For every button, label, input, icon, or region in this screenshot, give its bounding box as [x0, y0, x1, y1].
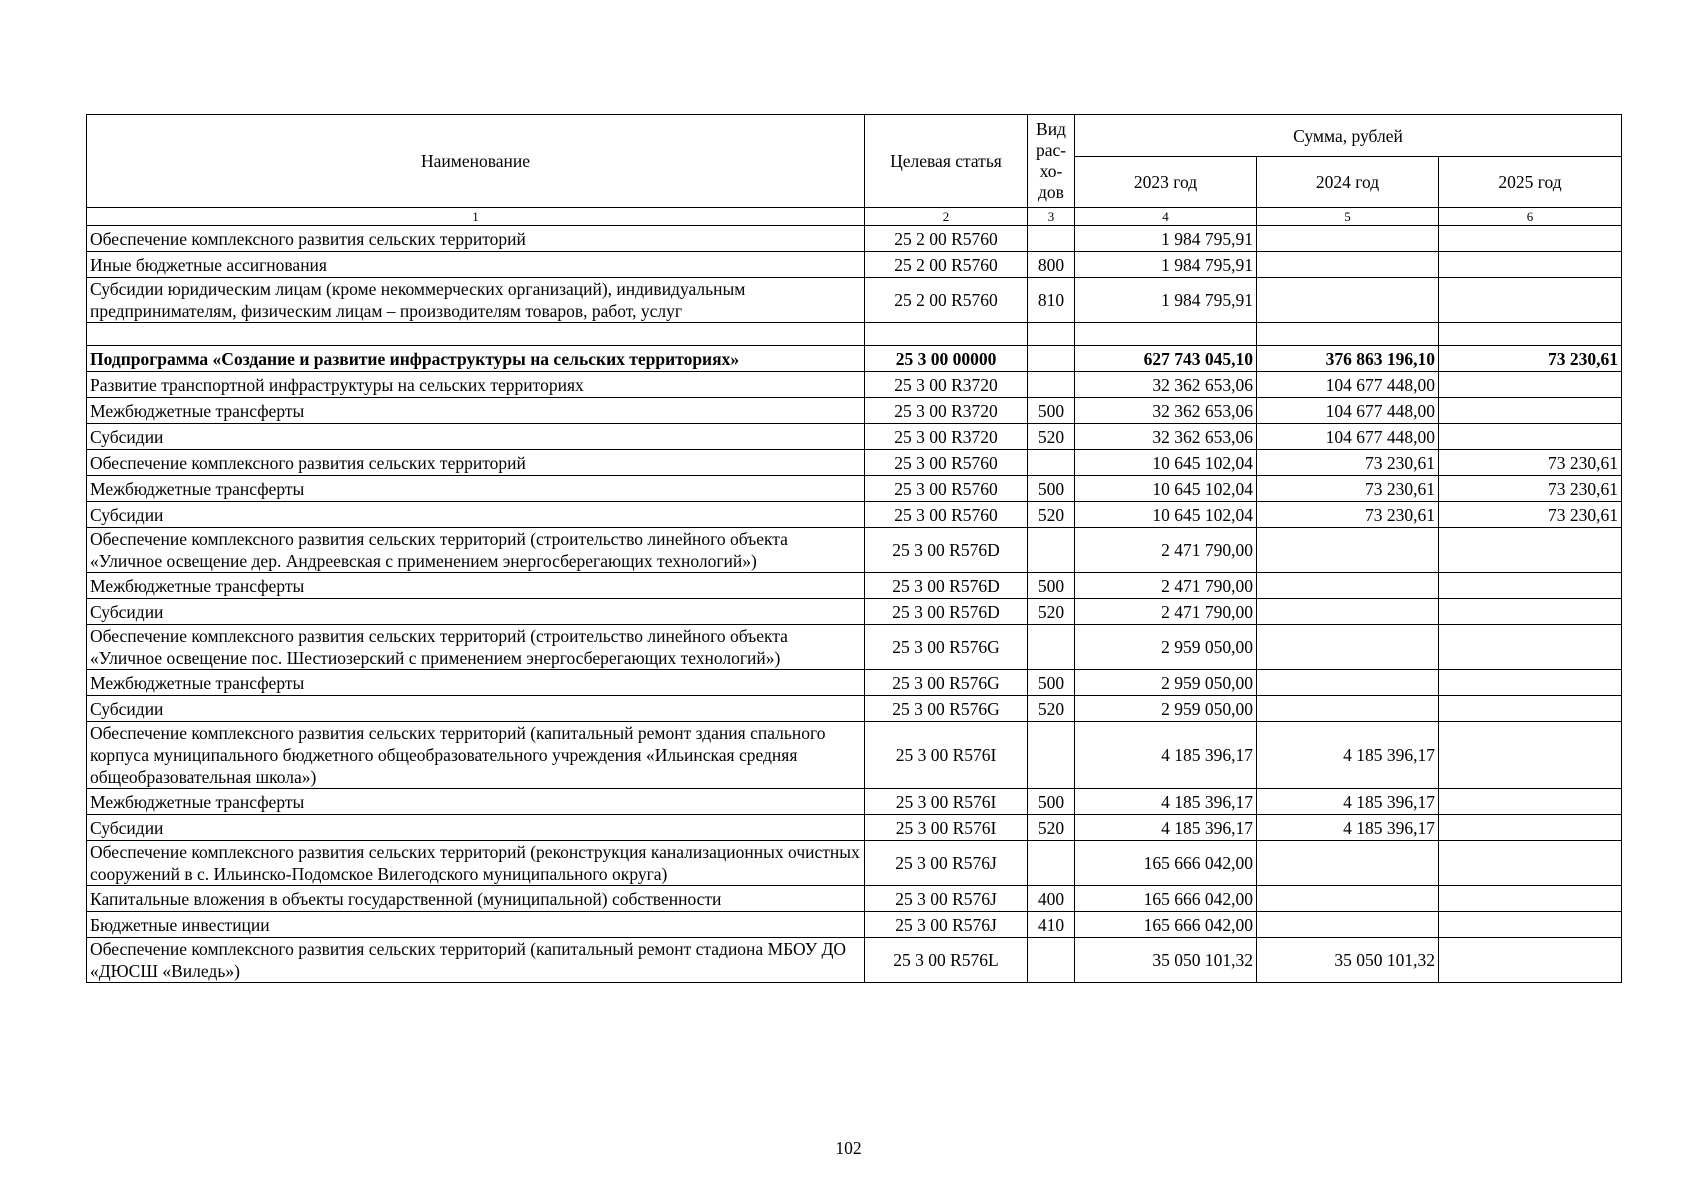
- cell-amount-2025: [1439, 722, 1622, 789]
- cell-amount-2024: [1257, 573, 1439, 599]
- cell-amount-2023: 10 645 102,04: [1075, 476, 1257, 502]
- cell-expense-kind: 520: [1028, 502, 1075, 528]
- cell-name: Межбюджетные трансферты: [87, 789, 865, 815]
- cell-expense-kind: 410: [1028, 912, 1075, 938]
- cell-target-article: 25 3 00 R5760: [865, 450, 1028, 476]
- cell-target-article: 25 3 00 R576I: [865, 722, 1028, 789]
- cell-expense-kind: [1028, 625, 1075, 670]
- cell-amount-2023: 10 645 102,04: [1075, 502, 1257, 528]
- cell-target-article: 25 3 00 R3720: [865, 372, 1028, 398]
- cell-amount-2023: 165 666 042,00: [1075, 841, 1257, 886]
- cell-name: Субсидии: [87, 599, 865, 625]
- cell-amount-2023: 627 743 045,10: [1075, 346, 1257, 372]
- cell-expense-kind: 500: [1028, 398, 1075, 424]
- cell-expense-kind: 520: [1028, 815, 1075, 841]
- cell-amount-2023: 2 959 050,00: [1075, 696, 1257, 722]
- cell-expense-kind: [1028, 938, 1075, 983]
- cell-target-article: 25 2 00 R5760: [865, 278, 1028, 323]
- cell-name: Субсидии: [87, 696, 865, 722]
- table-row: [87, 278, 1622, 323]
- cell-name: Обеспечение комплексного развития сельских территорий: [87, 226, 865, 252]
- cell-name: Межбюджетные трансферты: [87, 398, 865, 424]
- cell-amount-2024: 73 230,61: [1257, 476, 1439, 502]
- cell-target-article: [865, 323, 1028, 346]
- cell-target-article: 25 3 00 R3720: [865, 398, 1028, 424]
- cell-name: [87, 323, 865, 346]
- cell-target-article: 25 2 00 R5760: [865, 226, 1028, 252]
- cell-amount-2024: 104 677 448,00: [1257, 398, 1439, 424]
- cell-amount-2024: [1257, 323, 1439, 346]
- cell-amount-2025: [1439, 599, 1622, 625]
- cell-amount-2023: 1 984 795,91: [1075, 252, 1257, 278]
- cell-target-article: 25 2 00 R5760: [865, 252, 1028, 278]
- cell-expense-kind: [1028, 372, 1075, 398]
- header-expense-kind-line: хо-: [1039, 161, 1063, 181]
- table-row: [87, 398, 1622, 424]
- header-expense-kind-line: Вид: [1036, 119, 1066, 139]
- cell-expense-kind: 500: [1028, 476, 1075, 502]
- cell-amount-2024: 4 185 396,17: [1257, 722, 1439, 789]
- cell-target-article: 25 3 00 R576I: [865, 789, 1028, 815]
- cell-amount-2023: 2 471 790,00: [1075, 573, 1257, 599]
- cell-target-article: 25 3 00 R5760: [865, 502, 1028, 528]
- cell-expense-kind: 400: [1028, 886, 1075, 912]
- table-row: [87, 912, 1622, 938]
- table-row: [87, 252, 1622, 278]
- cell-name: Иные бюджетные ассигнования: [87, 252, 865, 278]
- cell-target-article: 25 3 00 R3720: [865, 424, 1028, 450]
- cell-amount-2023: 4 185 396,17: [1075, 722, 1257, 789]
- cell-target-article: 25 3 00 R576J: [865, 841, 1028, 886]
- cell-amount-2024: 35 050 101,32: [1257, 938, 1439, 983]
- table-row: [87, 476, 1622, 502]
- cell-amount-2023: 32 362 653,06: [1075, 424, 1257, 450]
- table-row: [87, 722, 1622, 789]
- cell-amount-2024: 4 185 396,17: [1257, 789, 1439, 815]
- table-row: [87, 938, 1622, 983]
- cell-name: Развитие транспортной инфраструктуры на сельских территориях: [87, 372, 865, 398]
- table-row: [87, 502, 1622, 528]
- header-target-article: Целевая статья: [865, 115, 1028, 208]
- cell-amount-2025: [1439, 886, 1622, 912]
- page-number: 102: [835, 1138, 862, 1158]
- cell-amount-2025: [1439, 696, 1622, 722]
- cell-expense-kind: [1028, 528, 1075, 573]
- header-expense-kind-line: дов: [1038, 182, 1064, 202]
- cell-expense-kind: [1028, 722, 1075, 789]
- cell-name: Межбюджетные трансферты: [87, 573, 865, 599]
- table-row: [87, 789, 1622, 815]
- cell-amount-2025: [1439, 670, 1622, 696]
- column-number: 5: [1257, 208, 1439, 226]
- cell-amount-2025: [1439, 815, 1622, 841]
- table-row: [87, 841, 1622, 886]
- column-number: 2: [865, 208, 1028, 226]
- header-year-2024: 2024 год: [1257, 157, 1439, 208]
- cell-target-article: 25 3 00 R576G: [865, 625, 1028, 670]
- cell-name: Бюджетные инвестиции: [87, 912, 865, 938]
- cell-amount-2023: 10 645 102,04: [1075, 450, 1257, 476]
- cell-amount-2023: 2 959 050,00: [1075, 625, 1257, 670]
- cell-amount-2023: 2 959 050,00: [1075, 670, 1257, 696]
- table-row: [87, 424, 1622, 450]
- cell-name: Межбюджетные трансферты: [87, 670, 865, 696]
- cell-amount-2025: 73 230,61: [1439, 450, 1622, 476]
- table-row: [87, 372, 1622, 398]
- cell-expense-kind: 520: [1028, 424, 1075, 450]
- column-number: 4: [1075, 208, 1257, 226]
- table-row: [87, 323, 1622, 346]
- cell-name: Субсидии: [87, 424, 865, 450]
- cell-amount-2023: 32 362 653,06: [1075, 372, 1257, 398]
- cell-name: Обеспечение комплексного развития сельских территорий (строительство линейного объекта «Уличное освещение дер. Андреевская с применением энергосберегающих технологий»): [87, 528, 865, 573]
- table-row: [87, 226, 1622, 252]
- cell-target-article: 25 3 00 R576I: [865, 815, 1028, 841]
- cell-amount-2024: [1257, 670, 1439, 696]
- cell-amount-2025: [1439, 789, 1622, 815]
- header-year-2023: 2023 год: [1075, 157, 1257, 208]
- cell-expense-kind: [1028, 226, 1075, 252]
- cell-amount-2024: 73 230,61: [1257, 502, 1439, 528]
- cell-amount-2025: [1439, 912, 1622, 938]
- cell-amount-2024: [1257, 912, 1439, 938]
- column-number: 3: [1028, 208, 1075, 226]
- cell-amount-2025: [1439, 372, 1622, 398]
- cell-amount-2023: 1 984 795,91: [1075, 226, 1257, 252]
- cell-name: Субсидии: [87, 815, 865, 841]
- cell-name: Обеспечение комплексного развития сельских территорий (строительство линейного объекта «Уличное освещение пос. Шестиозерский с применением энергосберегающих технологий»): [87, 625, 865, 670]
- cell-name: Подпрограмма «Создание и развитие инфраструктуры на сельских территориях»: [87, 346, 865, 372]
- cell-amount-2024: 73 230,61: [1257, 450, 1439, 476]
- cell-target-article: 25 3 00 R576G: [865, 696, 1028, 722]
- cell-amount-2024: [1257, 841, 1439, 886]
- budget-document: [86, 114, 1621, 983]
- cell-target-article: 25 3 00 R576G: [865, 670, 1028, 696]
- cell-name: Обеспечение комплексного развития сельских территорий: [87, 450, 865, 476]
- cell-amount-2025: [1439, 226, 1622, 252]
- table-row: [87, 696, 1622, 722]
- table-row: [87, 670, 1622, 696]
- cell-amount-2025: 73 230,61: [1439, 476, 1622, 502]
- cell-amount-2023: [1075, 323, 1257, 346]
- cell-target-article: 25 3 00 R576J: [865, 886, 1028, 912]
- cell-amount-2025: [1439, 323, 1622, 346]
- cell-name: Обеспечение комплексного развития сельских территорий (реконструкция канализационных очистных сооружений в с. Ильинско-Подомское Вилегодского муниципального округа): [87, 841, 865, 886]
- cell-name: Субсидии: [87, 502, 865, 528]
- cell-amount-2025: [1439, 252, 1622, 278]
- cell-amount-2024: 104 677 448,00: [1257, 424, 1439, 450]
- cell-amount-2024: 104 677 448,00: [1257, 372, 1439, 398]
- cell-expense-kind: 500: [1028, 789, 1075, 815]
- cell-amount-2025: [1439, 398, 1622, 424]
- table-row: [87, 886, 1622, 912]
- cell-amount-2023: 1 984 795,91: [1075, 278, 1257, 323]
- cell-amount-2024: [1257, 886, 1439, 912]
- header-expense-kind: [1028, 115, 1075, 208]
- cell-amount-2024: [1257, 528, 1439, 573]
- cell-amount-2024: [1257, 278, 1439, 323]
- table-row: [87, 815, 1622, 841]
- cell-target-article: 25 3 00 00000: [865, 346, 1028, 372]
- header-year-2025: 2025 год: [1439, 157, 1622, 208]
- header-name: Наименование: [87, 115, 865, 208]
- column-number: 6: [1439, 208, 1622, 226]
- cell-amount-2023: 165 666 042,00: [1075, 886, 1257, 912]
- cell-expense-kind: [1028, 323, 1075, 346]
- cell-amount-2023: 165 666 042,00: [1075, 912, 1257, 938]
- cell-amount-2025: [1439, 424, 1622, 450]
- cell-target-article: 25 3 00 R576D: [865, 528, 1028, 573]
- cell-amount-2024: [1257, 226, 1439, 252]
- cell-name: Обеспечение комплексного развития сельских территорий (капитальный ремонт стадиона МБОУ ДО «ДЮСШ «Виледь»): [87, 938, 865, 983]
- cell-amount-2025: [1439, 841, 1622, 886]
- cell-amount-2025: [1439, 625, 1622, 670]
- cell-name: Обеспечение комплексного развития сельских территорий (капитальный ремонт здания спального корпуса муниципального бюджетного общеобразовательного учреждения «Ильинская средняя общеобразовательная школа»): [87, 722, 865, 789]
- cell-name: Межбюджетные трансферты: [87, 476, 865, 502]
- cell-amount-2023: 4 185 396,17: [1075, 789, 1257, 815]
- table-row: [87, 573, 1622, 599]
- cell-amount-2025: 73 230,61: [1439, 502, 1622, 528]
- cell-amount-2024: [1257, 599, 1439, 625]
- cell-amount-2024: 376 863 196,10: [1257, 346, 1439, 372]
- cell-amount-2025: [1439, 938, 1622, 983]
- cell-expense-kind: 500: [1028, 670, 1075, 696]
- table-row: [87, 625, 1622, 670]
- budget-table: [86, 114, 1622, 983]
- cell-expense-kind: 800: [1028, 252, 1075, 278]
- cell-target-article: 25 3 00 R576D: [865, 599, 1028, 625]
- cell-amount-2023: 32 362 653,06: [1075, 398, 1257, 424]
- cell-amount-2025: [1439, 573, 1622, 599]
- column-number: 1: [87, 208, 865, 226]
- cell-expense-kind: 520: [1028, 599, 1075, 625]
- cell-amount-2023: 2 471 790,00: [1075, 599, 1257, 625]
- header-expense-kind-line: рас-: [1035, 140, 1067, 160]
- cell-amount-2025: [1439, 278, 1622, 323]
- cell-expense-kind: [1028, 346, 1075, 372]
- header-sum: Сумма, рублей: [1075, 115, 1622, 157]
- table-body: [87, 226, 1622, 983]
- cell-amount-2023: 35 050 101,32: [1075, 938, 1257, 983]
- cell-expense-kind: 520: [1028, 696, 1075, 722]
- cell-expense-kind: 500: [1028, 573, 1075, 599]
- cell-amount-2023: 4 185 396,17: [1075, 815, 1257, 841]
- cell-target-article: 25 3 00 R576D: [865, 573, 1028, 599]
- cell-amount-2025: [1439, 528, 1622, 573]
- table-row: [87, 450, 1622, 476]
- cell-target-article: 25 3 00 R5760: [865, 476, 1028, 502]
- cell-amount-2024: [1257, 252, 1439, 278]
- cell-expense-kind: [1028, 841, 1075, 886]
- cell-amount-2023: 2 471 790,00: [1075, 528, 1257, 573]
- subprogram-row: [87, 346, 1622, 372]
- table-row: [87, 599, 1622, 625]
- cell-target-article: 25 3 00 R576L: [865, 938, 1028, 983]
- cell-expense-kind: 810: [1028, 278, 1075, 323]
- cell-amount-2024: [1257, 625, 1439, 670]
- cell-amount-2024: [1257, 696, 1439, 722]
- cell-target-article: 25 3 00 R576J: [865, 912, 1028, 938]
- cell-name: Субсидии юридическим лицам (кроме некоммерческих организаций), индивидуальным предпринимателям, физическим лицам – производителям товаров, работ, услуг: [87, 278, 865, 323]
- cell-expense-kind: [1028, 450, 1075, 476]
- table-row: [87, 528, 1622, 573]
- cell-amount-2024: 4 185 396,17: [1257, 815, 1439, 841]
- cell-amount-2025: 73 230,61: [1439, 346, 1622, 372]
- cell-name: Капитальные вложения в объекты государственной (муниципальной) собственности: [87, 886, 865, 912]
